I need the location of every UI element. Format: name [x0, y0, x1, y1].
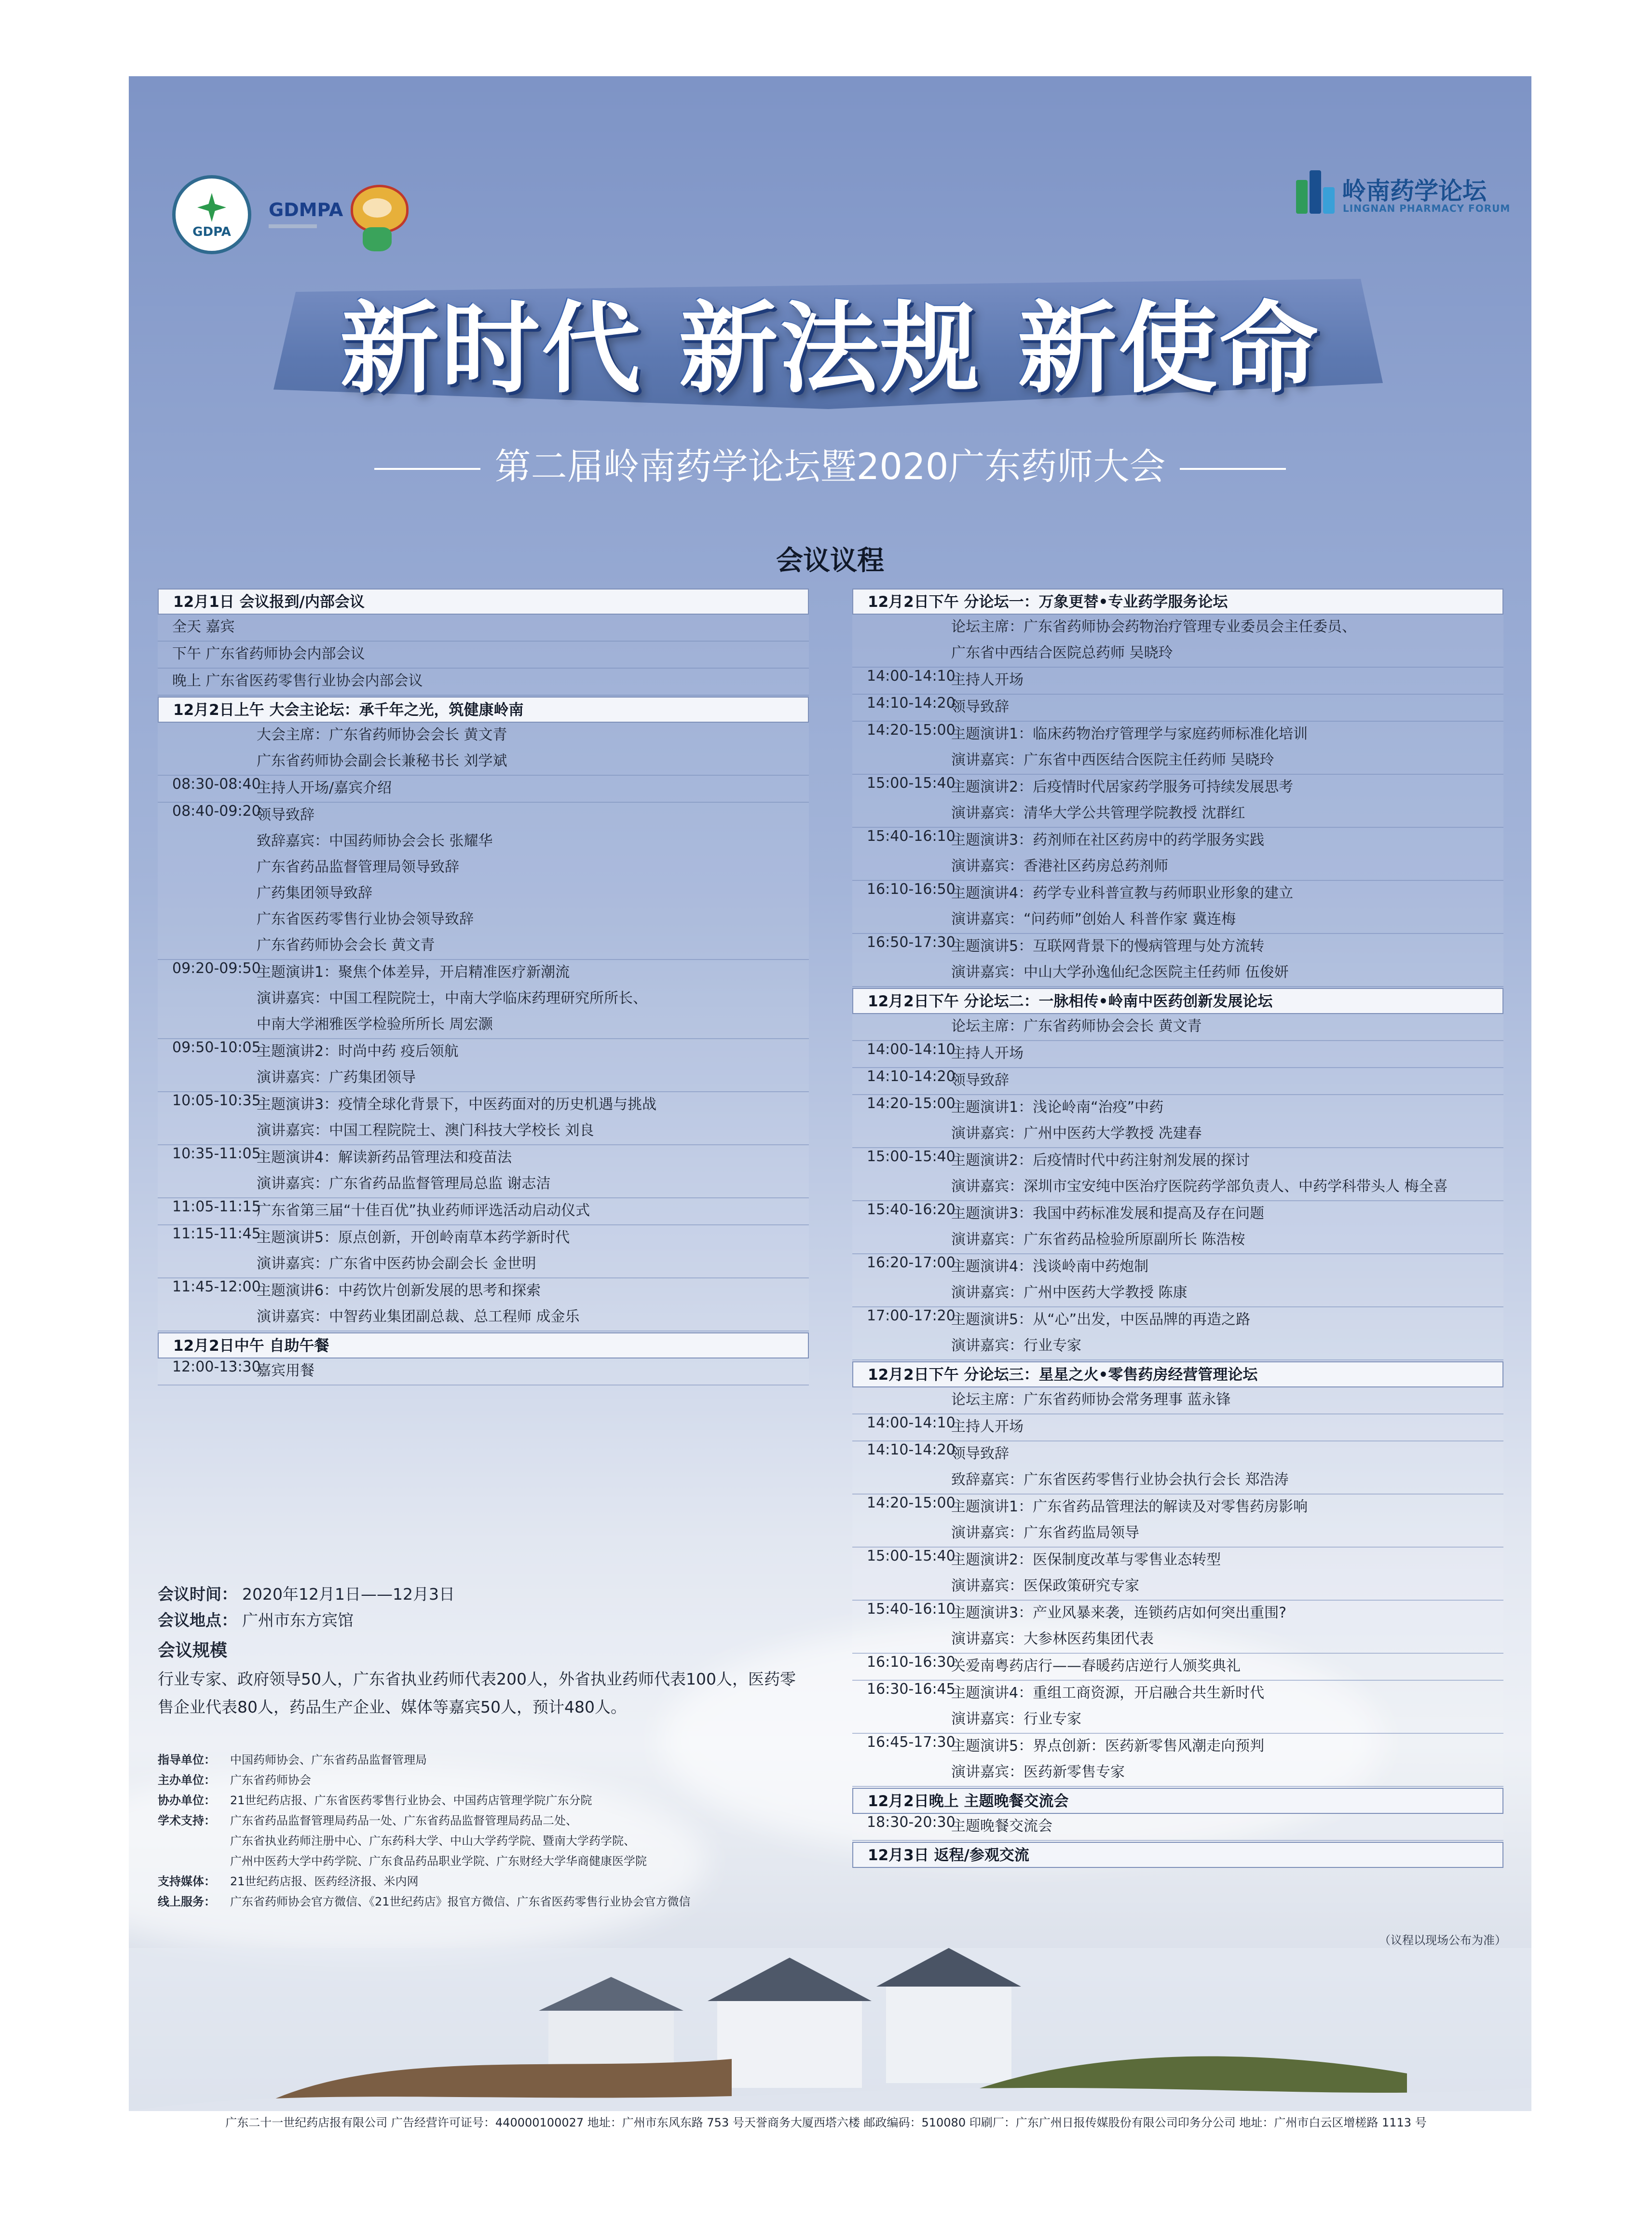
forum-logo-mark-icon — [1296, 170, 1335, 214]
organizer-names: 广东省药师协会 — [230, 1773, 311, 1787]
agenda-row — [852, 907, 1503, 934]
agenda-detail: 主题演讲4：解读新药品管理法和疫苗法 — [257, 1149, 512, 1166]
agenda-detail: 演讲嘉宾：行业专家 — [951, 1337, 1081, 1354]
agenda-detail: 主题演讲1：聚焦个体差异，开启精准医疗新潮流 — [257, 964, 570, 981]
agenda-detail: 中南大学湘雅医学检验所所长 周宏灏 — [257, 1016, 493, 1033]
agenda-detail: 演讲嘉宾：中智药业集团副总裁、总工程师 成金乐 — [257, 1308, 580, 1325]
agenda-row — [852, 1280, 1503, 1307]
organizer-names: 21世纪药店报、医药经济报、米内网 — [230, 1875, 419, 1888]
sponsor-logos — [172, 170, 462, 267]
subtitle-rule-right — [1180, 468, 1286, 470]
gdpa-logo — [172, 175, 251, 254]
agenda-detail: 主题演讲3：我国中药标准发展和提高及存在问题 — [951, 1205, 1265, 1222]
agenda-detail: 主持人开场 — [951, 1418, 1024, 1435]
agenda-time: 16:10-16:50 — [867, 881, 956, 898]
agenda-row — [852, 1148, 1503, 1174]
agenda-row — [852, 748, 1503, 775]
organizer-row — [158, 1831, 843, 1852]
agenda-detail: 主题演讲2：时尚中药 疫后领航 — [257, 1043, 459, 1060]
agenda-row — [852, 828, 1503, 854]
agenda-row — [158, 749, 809, 776]
organizer-role: 指导单位： — [158, 1753, 216, 1767]
agenda-time: 14:10-14:20 — [867, 1441, 956, 1458]
agenda-row — [158, 615, 809, 642]
agenda-time: 11:05-11:15 — [172, 1198, 261, 1215]
meeting-place-value: 广州市东方宾馆 — [242, 1611, 354, 1630]
agenda-time: 10:05-10:35 — [172, 1092, 261, 1109]
main-title: 新时代 新法规 新使命 — [340, 292, 1320, 407]
agenda-row — [158, 1278, 809, 1304]
agenda-row — [852, 668, 1503, 695]
agenda-row — [852, 641, 1503, 668]
agenda-row — [852, 1174, 1503, 1201]
agenda-detail: 广东省中西结合医院总药师 吴晓玲 — [951, 645, 1173, 661]
agenda-row — [852, 1574, 1503, 1601]
agenda-detail: 演讲嘉宾：清华大学公共管理学院教授 沈群红 — [951, 805, 1245, 822]
agenda-detail: 主题演讲1：广东省药品管理法的解读及对零售药房影响 — [951, 1498, 1308, 1515]
agenda-time: 17:00-17:20 — [867, 1307, 956, 1324]
agenda-row — [158, 1118, 809, 1145]
agenda-detail: 主题演讲3：产业风暴来袭，连锁药店如何突出重围? — [951, 1605, 1287, 1621]
agenda-time: 08:40-09:20 — [172, 803, 261, 820]
agenda-detail: 主题演讲4：重组工商资源，开启融合共生新时代 — [951, 1685, 1265, 1701]
agenda-detail: 主题演讲5：界点创新：医药新零售风潮走向预判 — [951, 1738, 1265, 1755]
agenda-time: 16:10-16:30 — [867, 1654, 956, 1671]
agenda-detail: 演讲嘉宾：广东省中医药协会副会长 金世明 — [257, 1255, 536, 1272]
forum-logo — [1296, 168, 1511, 226]
agenda-row — [852, 960, 1503, 987]
agenda-row — [852, 934, 1503, 960]
session-header: 12月1日 会议报到/内部会议 — [158, 589, 809, 615]
agenda-row — [158, 1358, 809, 1385]
agenda-time: 11:15-11:45 — [172, 1225, 261, 1242]
organizer-list — [158, 1750, 843, 1912]
session-header: 12月2日晚上 主题晚餐交流会 — [852, 1788, 1503, 1814]
agenda-detail: 主题演讲4：药学专业科普宣教与药师职业形象的建立 — [951, 885, 1294, 902]
agenda-detail: 演讲嘉宾：广药集团领导 — [257, 1069, 416, 1086]
organizer-names: 广州中医药大学中药学院、广东食品药品职业学院、广东财经大学华商健康医学院 — [230, 1854, 647, 1868]
agenda-time: 14:00-14:10 — [867, 1041, 956, 1058]
session-header: 12月3日 返程/参观交流 — [852, 1842, 1503, 1868]
agenda-detail: 嘉宾用餐 — [257, 1362, 314, 1379]
agenda-row — [158, 1225, 809, 1251]
agenda-time: 14:20-15:00 — [867, 1495, 956, 1511]
agenda-row — [158, 803, 809, 829]
agenda-detail: 主题演讲6：中药饮片创新发展的思考和探索 — [257, 1282, 541, 1299]
agenda-row — [852, 1601, 1503, 1627]
agenda-row — [852, 1387, 1503, 1414]
agenda-time: 09:50-10:05 — [172, 1039, 261, 1056]
forum-logo-en: LINGNAN PHARMACY FORUM — [1343, 203, 1511, 214]
subtitle-rule-left — [374, 468, 480, 470]
organizer-row — [158, 1872, 843, 1892]
agenda-row — [852, 1495, 1503, 1521]
agenda-row — [852, 1307, 1503, 1333]
agenda-row — [158, 642, 809, 669]
agenda-row — [852, 1227, 1503, 1254]
agenda-note: （议程以现场公布为准） — [1379, 1934, 1506, 1947]
meeting-place — [158, 1607, 833, 1633]
subtitle-text: 第二届岭南药学论坛暨2020广东药师大会 — [494, 445, 1166, 488]
organizer-names: 广东省执业药师注册中心、广东药科大学、中山大学药学院、暨南大学药学院、 — [230, 1834, 635, 1848]
agenda-detail: 主题演讲3：药剂师在社区药房中的药学服务实践 — [951, 832, 1265, 849]
meeting-scale-heading: 会议规模 — [158, 1641, 228, 1660]
organizer-role: 线上服务： — [158, 1895, 216, 1908]
agenda-detail: 演讲嘉宾：广东省药品监督管理局总监 谢志洁 — [257, 1175, 551, 1192]
agenda-detail: 广东省药师协会会长 黄文青 — [257, 937, 435, 954]
agenda-row — [158, 829, 809, 855]
wall-icon — [717, 2001, 862, 2088]
agenda-row — [852, 1707, 1503, 1734]
agenda-row — [158, 960, 809, 986]
agenda-row — [852, 1254, 1503, 1280]
agenda-row — [852, 881, 1503, 907]
agenda-time: 12:00-13:30 — [172, 1358, 261, 1375]
page-footer: 广东二十一世纪药店报有限公司 广告经营许可证号：440000100027 地址：广州市东风东路 753 号天誉商务大厦西塔六楼 邮政编码：510080 印刷厂：广东广州日报传媒股份有限公司印务分公司 地址：广州市白云区增槎路 1113 号 — [225, 2116, 1427, 2129]
agenda-row — [852, 1014, 1503, 1041]
agenda-row — [852, 1041, 1503, 1068]
agenda-detail: 演讲嘉宾：香港社区药房总药剂师 — [951, 858, 1168, 875]
agenda-row — [158, 669, 809, 696]
organizer-names: 广东省药师协会官方微信、《21世纪药店》报官方微信、广东省医药零售行业协会官方微信 — [230, 1895, 691, 1908]
agenda-time: 15:40-16:10 — [867, 1601, 956, 1618]
agenda-row — [852, 1734, 1503, 1760]
subtitle — [129, 438, 1531, 490]
agenda-time: 15:40-16:10 — [867, 828, 956, 845]
agenda-detail: 演讲嘉宾：广州中医药大学教授 陈康 — [951, 1284, 1188, 1301]
agenda-detail: 演讲嘉宾：深圳市宝安纯中医治疗医院药学部负责人、中药学科带头人 梅全喜 — [951, 1178, 1448, 1195]
agenda-detail: 领导致辞 — [257, 807, 314, 823]
agenda-time: 15:00-15:40 — [867, 775, 956, 792]
agenda-detail: 演讲嘉宾：“问药师”创始人 科普作家 冀连梅 — [951, 911, 1236, 928]
agenda-detail: 广药集团领导致辞 — [257, 885, 372, 902]
agenda-detail: 主题演讲2：后疫情时代居家药学服务可持续发展思考 — [951, 779, 1294, 796]
agenda-detail: 大会主席：广东省药师协会会长 黄文青 — [257, 727, 507, 743]
agenda-heading: 会议议程 — [776, 545, 884, 576]
agenda-time: 14:20-15:00 — [867, 1095, 956, 1112]
agenda-time: 10:35-11:05 — [172, 1145, 261, 1162]
agenda-time: 14:00-14:10 — [867, 1414, 956, 1431]
star-icon — [197, 193, 226, 222]
organizer-role: 支持媒体： — [158, 1875, 216, 1888]
agenda-time: 15:40-16:20 — [867, 1201, 956, 1218]
agenda-time: 18:30-20:30 — [867, 1814, 956, 1831]
agenda-time: 16:20-17:00 — [867, 1254, 956, 1271]
agenda-detail: 演讲嘉宾：广东省药监局领导 — [951, 1524, 1139, 1541]
agenda-detail: 论坛主席：广东省药师协会会长 黄文青 — [951, 1018, 1202, 1035]
agenda-detail: 主持人开场 — [951, 672, 1024, 688]
agenda-row — [158, 907, 809, 933]
agenda-row — [852, 615, 1503, 641]
agenda-detail: 演讲嘉宾：中山大学孙逸仙纪念医院主任药师 伍俊妍 — [951, 964, 1289, 981]
agenda-time: 14:20-15:00 — [867, 722, 956, 739]
wall-icon — [886, 1987, 1011, 2083]
agenda-row — [852, 1095, 1503, 1121]
agenda-detail: 主题演讲5：原点创新，开创岭南草本药学新时代 — [257, 1229, 570, 1246]
gdmpa-logo-stripe — [269, 224, 317, 228]
meeting-time — [158, 1581, 833, 1607]
agenda-row — [852, 1468, 1503, 1495]
session-header: 12月2日上午 大会主论坛：承千年之光，筑健康岭南 — [158, 697, 809, 723]
agenda-detail: 演讲嘉宾：行业专家 — [951, 1711, 1081, 1728]
agenda-row — [852, 1681, 1503, 1707]
agenda-detail: 致辞嘉宾：广东省医药零售行业协会执行会长 郑浩涛 — [951, 1471, 1289, 1488]
agenda-time: 15:00-15:40 — [867, 1548, 956, 1564]
agenda-detail: 演讲嘉宾：医保政策研究专家 — [951, 1577, 1139, 1594]
agenda-row — [852, 854, 1503, 881]
agenda-row — [158, 1251, 809, 1278]
agenda-detail: 广东省药师协会副会长兼秘书长 刘学斌 — [257, 753, 507, 769]
agenda-row — [852, 1814, 1503, 1841]
agenda-time: 09:20-09:50 — [172, 960, 261, 977]
agenda-row — [852, 1654, 1503, 1681]
agenda-detail: 主题演讲5：从“心”出发，中医品牌的再造之路 — [951, 1311, 1251, 1328]
agenda-row — [852, 1121, 1503, 1148]
agenda-detail: 论坛主席：广东省药师协会药物治疗管理专业委员会主任委员、 — [951, 618, 1356, 635]
agenda-row — [158, 1304, 809, 1331]
landscape-illustration — [129, 1948, 1531, 2111]
organizer-names: 中国药师协会、广东省药品监督管理局 — [230, 1753, 427, 1767]
agenda-detail: 主题晚餐交流会 — [951, 1818, 1052, 1835]
agenda-row — [158, 1065, 809, 1092]
agenda-detail: 致辞嘉宾：中国药师协会会长 张耀华 — [257, 833, 493, 850]
organizer-names: 广东省药品监督管理局药品一处、广东省药品监督管理局药品二处、 — [230, 1814, 577, 1827]
meeting-info — [158, 1581, 833, 1721]
organizer-row — [158, 1750, 843, 1770]
agenda-row — [852, 801, 1503, 828]
agenda-detail: 主题演讲4：浅谈岭南中药炮制 — [951, 1258, 1149, 1275]
agenda-detail: 广东省药品监督管理局领导致辞 — [257, 859, 459, 876]
agenda-detail: 演讲嘉宾：中国工程院院士，中南大学临床药理研究所所长、 — [257, 990, 647, 1007]
agenda-detail: 广东省医药零售行业协会领导致辞 — [257, 911, 474, 928]
agenda-row — [852, 1068, 1503, 1095]
agenda-row — [852, 1521, 1503, 1548]
agenda-detail: 论坛主席：广东省药师协会常务理事 蓝永锋 — [951, 1391, 1231, 1408]
session-header: 12月2日下午 分论坛三：星星之火•零售药房经营管理论坛 — [852, 1361, 1503, 1387]
agenda-detail: 演讲嘉宾：广州中医药大学教授 冼建春 — [951, 1125, 1202, 1142]
organizer-role: 协办单位： — [158, 1794, 216, 1807]
agenda-detail: 主题演讲1：临床药物治疗管理学与家庭药师标准化培训 — [951, 726, 1308, 742]
agenda-row — [852, 1441, 1503, 1468]
agenda-time: 14:10-14:20 — [867, 695, 956, 712]
agenda-detail: 领导致辞 — [951, 1445, 1009, 1462]
agenda-detail: 主题演讲2：后疫情时代中药注射剂发展的探讨 — [951, 1152, 1250, 1169]
agenda-row — [158, 933, 809, 960]
agenda-row — [852, 1201, 1503, 1227]
agenda-row — [852, 722, 1503, 748]
gdmpa-logo — [269, 199, 343, 228]
agenda-detail: 主题演讲5：互联网背景下的慢病管理与处方流转 — [951, 938, 1265, 955]
agenda-row — [852, 1414, 1503, 1441]
session-header: 12月2日下午 分论坛二：一脉相传•岭南中医药创新发展论坛 — [852, 988, 1503, 1014]
agenda-row — [158, 986, 809, 1012]
agenda-left-column — [158, 588, 809, 1385]
organizer-row — [158, 1791, 843, 1811]
agenda-detail: 主题演讲3：疫情全球化背景下，中医药面对的历史机遇与挑战 — [257, 1096, 657, 1113]
agenda-time: 14:10-14:20 — [867, 1068, 956, 1085]
organizer-row — [158, 1770, 843, 1791]
agenda-row — [158, 1012, 809, 1039]
agenda-time: 16:50-17:30 — [867, 934, 956, 951]
agenda-row — [852, 695, 1503, 722]
agenda-time: 全天 嘉宾 — [172, 618, 235, 635]
agenda-detail: 关爱南粤药店行——春暖药店逆行人颁奖典礼 — [951, 1658, 1241, 1674]
agenda-detail: 演讲嘉宾：大参林医药集团代表 — [951, 1631, 1154, 1647]
agenda-time: 14:00-14:10 — [867, 668, 956, 685]
forum-logo-name: 岭南药学论坛 — [1342, 177, 1487, 205]
agenda-row — [158, 1145, 809, 1171]
agenda-detail: 主题演讲1：浅论岭南“治疫”中药 — [951, 1099, 1164, 1116]
agenda-time: 08:30-08:40 — [172, 776, 261, 793]
agenda-row — [852, 1627, 1503, 1654]
agenda-time: 16:45-17:30 — [867, 1734, 956, 1751]
agenda-time: 11:45-12:00 — [172, 1278, 261, 1295]
agenda-detail: 演讲嘉宾：中国工程院院士、澳门科技大学校长 刘良 — [257, 1122, 594, 1139]
agenda-time: 晚上 广东省医药零售行业协会内部会议 — [172, 672, 423, 689]
meeting-place-label: 会议地点： — [158, 1611, 237, 1630]
agenda-detail: 领导致辞 — [951, 1072, 1009, 1089]
agenda-row — [158, 1092, 809, 1118]
agenda-row — [158, 881, 809, 907]
mascot-icon — [346, 185, 409, 252]
agenda-time: 15:00-15:40 — [867, 1148, 956, 1165]
agenda-detail: 演讲嘉宾：广东省中西医结合医院主任药师 吴晓玲 — [951, 752, 1274, 768]
agenda-detail: 主题演讲2：医保制度改革与零售业态转型 — [951, 1551, 1221, 1568]
gdmpa-logo-text: GDMPA — [269, 199, 343, 220]
agenda-row — [158, 855, 809, 881]
agenda-time: 16:30-16:45 — [867, 1681, 956, 1698]
meeting-scale-text: 行业专家、政府领导50人，广东省执业药师代表200人，外省执业药师代表100人，医药零售企业代表80人，药品生产企业、媒体等嘉宾50人，预计480人。 — [158, 1670, 796, 1716]
agenda-row — [852, 775, 1503, 801]
organizer-row — [158, 1811, 843, 1831]
agenda-row — [852, 1333, 1503, 1360]
organizer-role: 主办单位： — [158, 1773, 216, 1787]
agenda-detail: 主持人开场 — [951, 1045, 1024, 1062]
agenda-detail: 主持人开场/嘉宾介绍 — [257, 780, 392, 796]
meeting-time-value: 2020年12月1日——12月3日 — [242, 1585, 455, 1604]
agenda-row — [158, 1171, 809, 1198]
gdpa-logo-text: GDPA — [192, 225, 231, 239]
agenda-right-column — [852, 588, 1503, 1868]
organizer-row — [158, 1892, 843, 1912]
session-header: 12月2日中午 自助午餐 — [158, 1332, 809, 1358]
agenda-row — [158, 1198, 809, 1225]
agenda-detail: 演讲嘉宾：医药新零售专家 — [951, 1764, 1125, 1781]
organizer-names: 21世纪药店报、广东省医药零售行业协会、中国药店管理学院广东分院 — [230, 1794, 592, 1807]
agenda-row — [852, 1548, 1503, 1574]
organizer-role: 学术支持： — [158, 1814, 216, 1827]
agenda-row — [852, 1760, 1503, 1787]
agenda-time: 下午 广东省药师协会内部会议 — [172, 645, 365, 662]
agenda-detail: 领导致辞 — [951, 699, 1009, 715]
session-header: 12月2日下午 分论坛一：万象更替•专业药学服务论坛 — [852, 589, 1503, 615]
poster — [129, 76, 1531, 2111]
agenda-row — [158, 776, 809, 803]
organizer-row — [158, 1852, 843, 1872]
agenda-row — [158, 723, 809, 749]
meeting-time-label: 会议时间： — [158, 1585, 237, 1604]
agenda-detail: 广东省第三届“十佳百优”执业药师评选活动启动仪式 — [257, 1202, 590, 1219]
agenda-row — [158, 1039, 809, 1065]
agenda-detail: 演讲嘉宾：广东省药品检验所原副所长 陈浩桉 — [951, 1231, 1245, 1248]
